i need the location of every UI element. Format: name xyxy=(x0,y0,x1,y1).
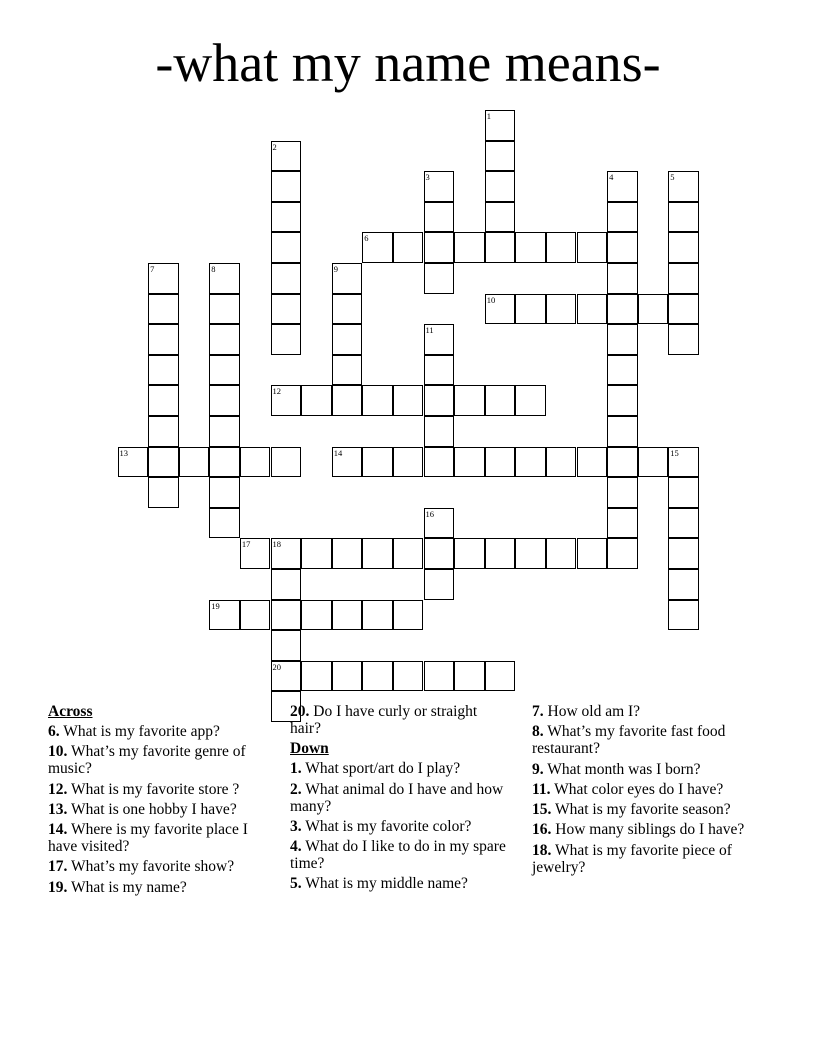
clue-down-7: 7. How old am I? xyxy=(532,703,641,720)
grid-cell[interactable] xyxy=(607,385,638,416)
grid-cell[interactable] xyxy=(332,661,363,692)
grid-cell[interactable] xyxy=(209,263,240,294)
grid-cell[interactable] xyxy=(332,294,363,325)
grid-cell[interactable] xyxy=(515,294,546,325)
clue-down-3: 3. What is my favorite color? xyxy=(290,817,472,835)
clue-across-14: 14. Where is my favorite place I have visited? xyxy=(48,821,248,856)
grid-cell[interactable] xyxy=(148,355,179,386)
grid-cell[interactable] xyxy=(454,232,485,263)
grid-cell[interactable] xyxy=(148,263,179,294)
grid-cell[interactable] xyxy=(209,324,240,355)
grid-cell[interactable] xyxy=(271,263,302,294)
grid-cell[interactable] xyxy=(485,294,516,325)
cell-number: 12 xyxy=(272,386,281,397)
grid-cell[interactable] xyxy=(271,324,302,355)
grid-cell[interactable] xyxy=(485,538,516,569)
clue-across-17: 17. What’s my favorite show? xyxy=(48,858,235,876)
grid-cell[interactable] xyxy=(424,171,455,202)
grid-cell[interactable] xyxy=(515,538,546,569)
grid-cell[interactable] xyxy=(454,385,485,416)
clue-down-5: 5. What is my middle name? xyxy=(290,875,468,893)
grid-cell[interactable] xyxy=(668,324,699,355)
grid-cell[interactable] xyxy=(209,600,240,631)
grid-cell[interactable] xyxy=(393,385,424,416)
grid-cell[interactable] xyxy=(607,355,638,386)
grid-cell[interactable] xyxy=(607,171,638,202)
grid-cell[interactable] xyxy=(209,416,240,447)
grid-cell[interactable] xyxy=(515,232,546,263)
grid-cell[interactable] xyxy=(362,538,393,569)
grid-cell[interactable] xyxy=(362,232,393,263)
grid-cell[interactable] xyxy=(332,538,363,569)
grid-cell[interactable] xyxy=(485,232,516,263)
grid-cell[interactable] xyxy=(271,385,302,416)
grid-cell[interactable] xyxy=(393,538,424,569)
clue-down-16: 16. How many siblings do I have? xyxy=(532,821,745,839)
grid-cell[interactable] xyxy=(148,324,179,355)
clue-across-19: 19. What is my name? xyxy=(48,878,187,896)
cell-number: 2 xyxy=(272,141,277,152)
grid-cell[interactable] xyxy=(424,508,455,539)
grid-cell[interactable] xyxy=(515,385,546,416)
grid-cell[interactable] xyxy=(240,538,271,569)
grid-cell[interactable] xyxy=(209,355,240,386)
grid-cell[interactable] xyxy=(393,232,424,263)
grid-cell[interactable] xyxy=(485,447,516,478)
grid-cell[interactable] xyxy=(607,324,638,355)
clue-down-2: 2. What animal do I have and how many? xyxy=(290,780,504,815)
clue-down-1: 1. What sport/art do I play? xyxy=(290,760,461,778)
grid-cell[interactable] xyxy=(271,294,302,325)
grid-cell[interactable] xyxy=(607,232,638,263)
cell-number: 1 xyxy=(486,111,491,121)
grid-cell[interactable] xyxy=(271,447,302,478)
grid-cell[interactable] xyxy=(332,263,363,294)
grid-cell[interactable] xyxy=(362,661,393,692)
clue-down-9: 9. What month was I born? xyxy=(532,760,701,778)
grid-cell[interactable] xyxy=(607,508,638,539)
grid-cell[interactable] xyxy=(485,385,516,416)
grid-cell[interactable] xyxy=(607,538,638,569)
grid-cell[interactable] xyxy=(332,355,363,386)
cell-number: 6 xyxy=(364,233,369,244)
grid-cell[interactable] xyxy=(209,294,240,325)
grid-cell[interactable] xyxy=(301,385,332,416)
cell-number: 20 xyxy=(272,661,281,672)
grid-cell[interactable] xyxy=(301,600,332,631)
grid-cell[interactable] xyxy=(271,569,302,600)
grid-cell[interactable] xyxy=(424,263,455,294)
grid-cell[interactable] xyxy=(546,294,577,325)
grid-cell[interactable] xyxy=(607,416,638,447)
grid-cell[interactable] xyxy=(209,477,240,508)
clue-across-20: 20. Do I have curly or straight hair? xyxy=(290,703,478,737)
grid-cell[interactable] xyxy=(209,508,240,539)
grid-cell[interactable] xyxy=(638,447,669,478)
grid-cell[interactable] xyxy=(515,447,546,478)
grid-cell[interactable] xyxy=(607,263,638,294)
clue-down-8: 8. What’s my favorite fast food restaurant? xyxy=(532,723,726,758)
cell-number: 16 xyxy=(425,508,434,519)
cell-number: 17 xyxy=(241,539,251,550)
grid-cell[interactable] xyxy=(668,569,699,600)
grid-cell[interactable] xyxy=(148,385,179,416)
grid-cell[interactable] xyxy=(668,171,699,202)
cell-number: 3 xyxy=(425,172,430,183)
cell-number: 15 xyxy=(670,447,679,458)
grid-cell[interactable] xyxy=(301,661,332,692)
grid-cell[interactable] xyxy=(424,661,455,692)
grid-cell[interactable] xyxy=(301,538,332,569)
clues-column-2 xyxy=(290,700,510,896)
grid-cell[interactable] xyxy=(424,416,455,447)
grid-cell[interactable] xyxy=(546,447,577,478)
grid-cell[interactable] xyxy=(362,385,393,416)
clue-across-12: 12. What is my favorite store ? xyxy=(48,780,240,798)
cell-number: 13 xyxy=(119,447,128,458)
clue-across-6: 6. What is my favorite app? xyxy=(48,723,220,740)
grid-cell[interactable] xyxy=(668,232,699,263)
grid-cell[interactable] xyxy=(148,477,179,508)
grid-cell[interactable] xyxy=(607,447,638,478)
grid-cell[interactable] xyxy=(607,477,638,508)
grid-cell[interactable] xyxy=(271,538,302,569)
grid-cell[interactable] xyxy=(209,385,240,416)
grid-cell[interactable] xyxy=(668,477,699,508)
grid-cell[interactable] xyxy=(668,508,699,539)
clues-column-3 xyxy=(532,700,772,879)
grid-cell[interactable] xyxy=(577,232,608,263)
grid-cell[interactable] xyxy=(607,202,638,233)
grid-cell[interactable] xyxy=(668,538,699,569)
grid-cell[interactable] xyxy=(118,447,149,478)
grid-cell[interactable] xyxy=(271,630,302,661)
grid-cell[interactable] xyxy=(332,447,363,478)
clue-across-10: 10. What’s my favorite genre of music? xyxy=(48,743,246,778)
grid-cell[interactable] xyxy=(546,538,577,569)
grid-cell[interactable] xyxy=(485,202,516,233)
clues-column-1 xyxy=(48,700,278,899)
cell-number: 4 xyxy=(609,172,614,183)
grid-cell[interactable] xyxy=(271,661,302,692)
clue-down-11: 11. What color eyes do I have? xyxy=(532,780,724,798)
grid-cell[interactable] xyxy=(424,324,455,355)
grid-cell[interactable] xyxy=(271,202,302,233)
grid-cell[interactable] xyxy=(271,600,302,631)
puzzle-title: -what my name means- xyxy=(155,33,661,93)
grid-cell[interactable] xyxy=(424,202,455,233)
grid-cell[interactable] xyxy=(424,569,455,600)
grid-cell[interactable] xyxy=(271,171,302,202)
grid-cell[interactable] xyxy=(424,447,455,478)
grid-cell[interactable] xyxy=(454,661,485,692)
across-heading: Across xyxy=(48,703,93,720)
clue-down-15: 15. What is my favorite season? xyxy=(532,801,731,819)
grid-cell[interactable] xyxy=(668,447,699,478)
cell-number: 9 xyxy=(333,264,338,274)
grid-cell[interactable] xyxy=(424,385,455,416)
grid-cell[interactable] xyxy=(271,232,302,263)
grid-cell[interactable] xyxy=(454,447,485,478)
grid-cell[interactable] xyxy=(209,447,240,478)
cell-number: 5 xyxy=(670,172,675,183)
grid-cell[interactable] xyxy=(577,538,608,569)
grid-cell[interactable] xyxy=(607,294,638,325)
grid-cell[interactable] xyxy=(393,661,424,692)
grid-cell[interactable] xyxy=(362,600,393,631)
grid-cell[interactable] xyxy=(179,447,210,478)
grid-cell[interactable] xyxy=(668,600,699,631)
cell-number: 14 xyxy=(333,447,343,458)
cell-number: 19 xyxy=(211,600,220,611)
grid-cell[interactable] xyxy=(668,263,699,294)
cell-number: 10 xyxy=(486,294,496,305)
grid-cell[interactable] xyxy=(393,600,424,631)
grid-cell[interactable] xyxy=(668,294,699,325)
grid-cell[interactable] xyxy=(148,447,179,478)
grid-cell[interactable] xyxy=(332,600,363,631)
cell-number: 11 xyxy=(425,325,434,336)
grid-cell[interactable] xyxy=(393,447,424,478)
grid-cell[interactable] xyxy=(485,141,516,172)
grid-cell[interactable] xyxy=(424,232,455,263)
grid-cell[interactable] xyxy=(362,447,393,478)
grid-cell[interactable] xyxy=(546,232,577,263)
down-heading: Down xyxy=(290,740,329,758)
grid-cell[interactable] xyxy=(485,110,516,141)
grid-cell[interactable] xyxy=(332,324,363,355)
grid-cell[interactable] xyxy=(638,294,669,325)
grid-cell[interactable] xyxy=(485,661,516,692)
clue-down-4: 4. What do I like to do in my spare time? xyxy=(290,838,506,873)
grid-cell[interactable] xyxy=(424,355,455,386)
grid-cell[interactable] xyxy=(332,385,363,416)
grid-cell[interactable] xyxy=(240,600,271,631)
clue-across-13: 13. What is one hobby I have? xyxy=(48,800,237,818)
grid-cell[interactable] xyxy=(668,202,699,233)
cell-number: 18 xyxy=(272,539,281,550)
grid-cell[interactable] xyxy=(577,447,608,478)
grid-cell[interactable] xyxy=(148,294,179,325)
grid-cell[interactable] xyxy=(240,447,271,478)
grid-cell[interactable] xyxy=(271,141,302,172)
cell-number: 8 xyxy=(211,264,216,274)
grid-cell[interactable] xyxy=(454,538,485,569)
cell-number: 7 xyxy=(150,264,155,274)
clue-down-18: 18. What is my favorite piece of jewelry? xyxy=(532,841,732,876)
grid-cell[interactable] xyxy=(148,416,179,447)
grid-cell[interactable] xyxy=(577,294,608,325)
grid-cell[interactable] xyxy=(424,538,455,569)
grid-cell[interactable] xyxy=(485,171,516,202)
